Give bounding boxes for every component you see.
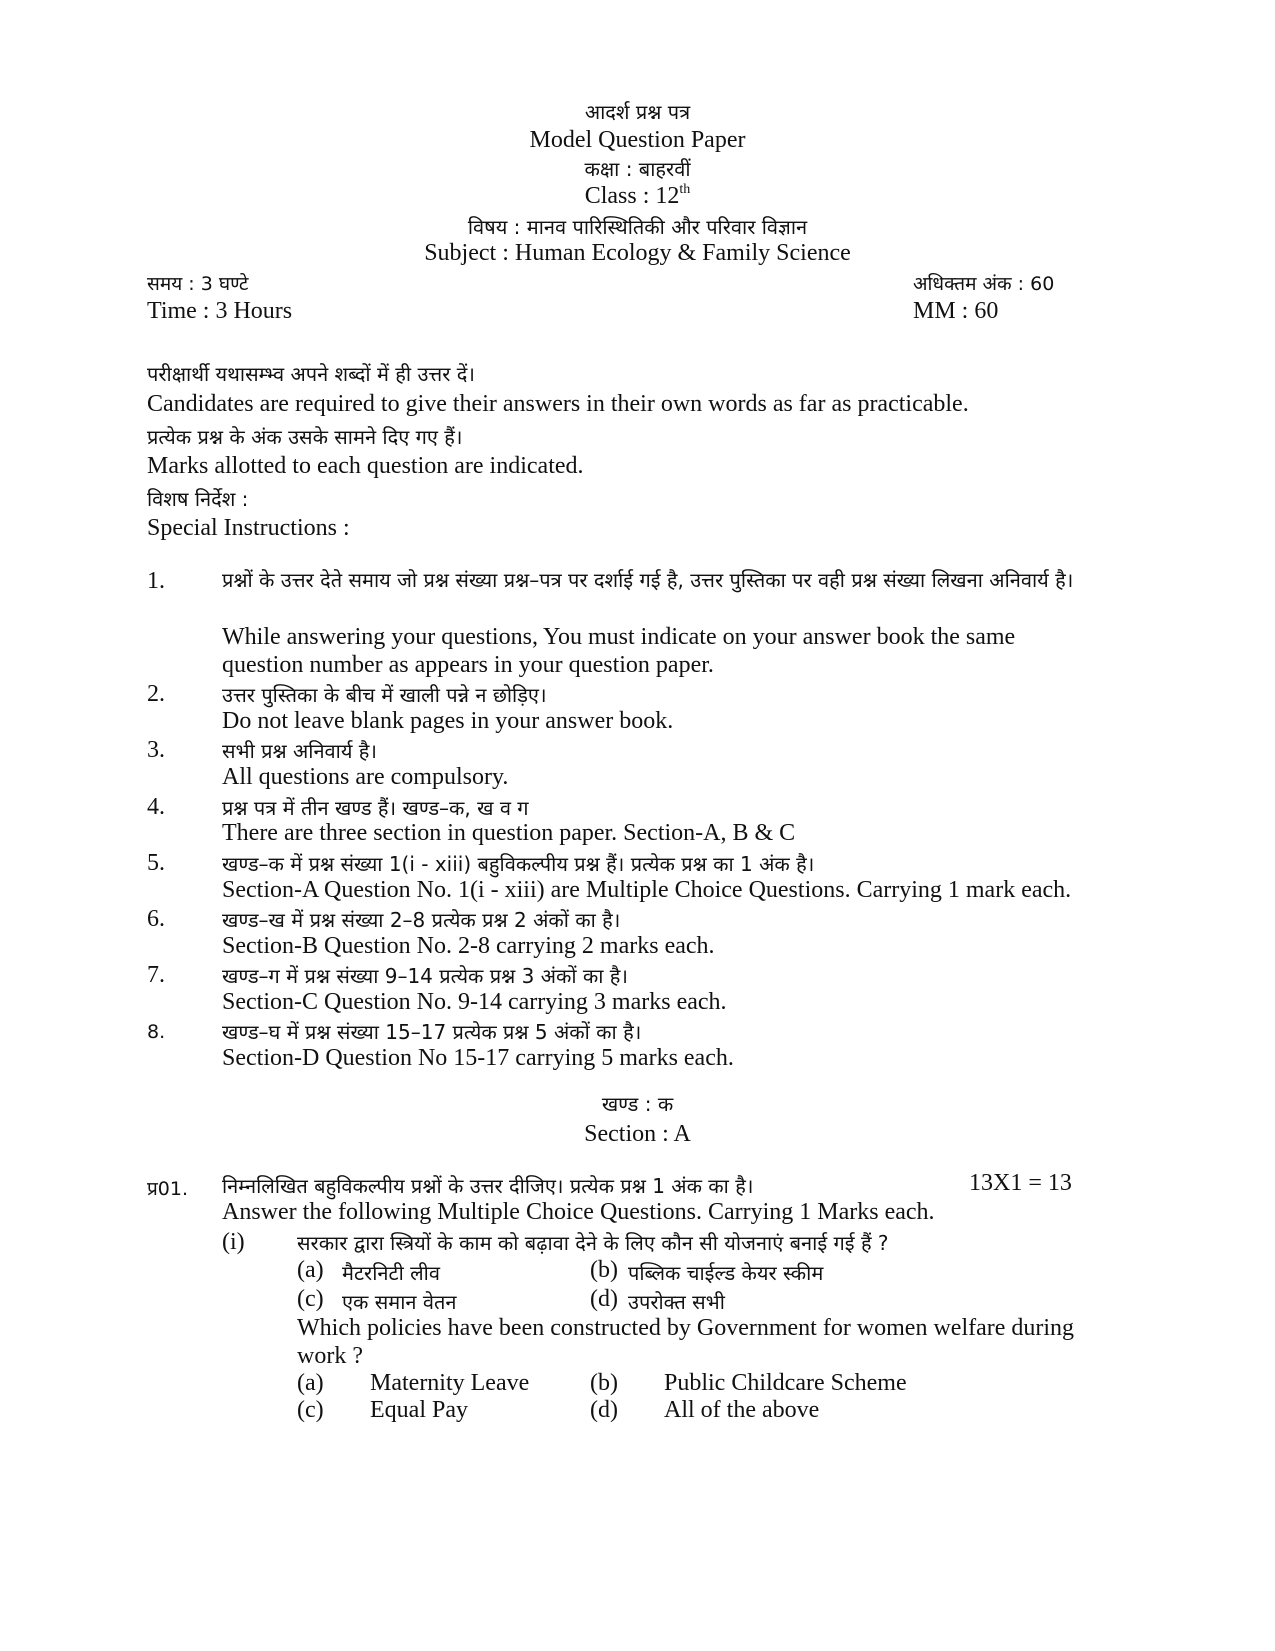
instruction-hindi: खण्ड–घ में प्रश्न संख्या 15–17 प्रत्येक प्रश्न 5 अंकों का है। [222, 1020, 642, 1044]
instruction-hindi: प्रश्नों के उत्तर देते समाय जो प्रश्न संख्या प्रश्न–पत्र पर दर्शाई गई है, उत्तर पुस्तिका पर वही प्रश्न संख्या लिखना अनिवार्य है। [222, 568, 1074, 592]
special-instructions-hindi: विशष निर्देश : [147, 487, 249, 511]
option-text-english: Equal Pay [370, 1397, 468, 1423]
instruction-english: Do not leave blank pages in your answer book. [222, 708, 674, 734]
general-line1-english: Candidates are required to give their answers in their own words as far as practicable. [147, 391, 969, 417]
instruction-english: Section-D Question No 15-17 carrying 5 marks each. [222, 1045, 734, 1071]
instruction-number: 2. [147, 681, 165, 707]
special-instructions-english: Special Instructions : [147, 515, 350, 541]
instruction-english: Section-B Question No. 2-8 carrying 2 marks each. [222, 933, 715, 959]
option-text-english: All of the above [664, 1397, 820, 1423]
general-line2-hindi: प्रत्येक प्रश्न के अंक उसके सामने दिए गए हैं। [147, 425, 463, 449]
instruction-number: 3. [147, 737, 165, 763]
instruction-english: While answering your questions, You must indicate on your answer book the same question number as appears in your question paper. [222, 624, 1016, 678]
option-text-hindi: पब्लिक चाईल्ड केयर स्कीम [628, 1261, 824, 1285]
instruction-hindi: प्रश्न पत्र में तीन खण्ड हैं। खण्ड–क, ख व ग [222, 796, 529, 820]
max-marks-hindi: अधिक्तम अंक : 60 [913, 273, 1055, 295]
option-key: (a) [297, 1257, 324, 1283]
general-line1-hindi: परीक्षार्थी यथासम्भ्व अपने शब्दों में ही उत्तर दें। [147, 362, 475, 386]
question-number: प्र01. [147, 1178, 189, 1200]
question-hindi: निम्नलिखित बहुविकल्पीय प्रश्नों के उत्तर दीजिए। प्रत्येक प्रश्न 1 अंक का है। [222, 1174, 754, 1198]
instruction-number: 1. [147, 568, 165, 594]
option-key: (c) [297, 1286, 324, 1312]
instruction-number: 7. [147, 962, 165, 988]
time-hindi: समय : 3 घण्टे [147, 273, 249, 295]
option-key: (c) [297, 1397, 324, 1423]
option-key: (a) [297, 1370, 324, 1396]
option-text-hindi: उपरोक्त सभी [628, 1290, 725, 1314]
instruction-english: All questions are compulsory. [222, 764, 509, 790]
instruction-number: 8. [147, 1021, 166, 1043]
title-hindi: आदर्श प्रश्न पत्र [584, 100, 691, 124]
question-english: Answer the following Multiple Choice Questions. Carrying 1 Marks each. [222, 1199, 935, 1225]
question-marks: 13X1 = 13 [969, 1170, 1072, 1196]
instruction-hindi: उत्तर पुस्तिका के बीच में खाली पन्ने न छोड़िए। [222, 683, 547, 707]
max-marks-english: MM : 60 [913, 298, 999, 324]
instruction-number: 4. [147, 794, 165, 820]
section-title-hindi: खण्ड : क [601, 1092, 674, 1116]
sub-question-hindi: सरकार द्वारा स्त्रियों के काम को बढ़ावा देने के लिए कौन सी योजनाएं बनाई गई हैं ? [297, 1231, 889, 1255]
instruction-number: 6. [147, 906, 165, 932]
instruction-english: There are three section in question paper. Section-A, B & C [222, 820, 796, 846]
instruction-hindi: सभी प्रश्न अनिवार्य है। [222, 739, 378, 763]
section-title-english: Section : A [584, 1121, 691, 1147]
instruction-hindi: खण्ड–ख में प्रश्न संख्या 2–8 प्रत्येक प्रश्न 2 अंकों का है। [222, 908, 621, 932]
class-hindi: कक्षा : बाहरवीं [584, 157, 691, 181]
option-text-english: Maternity Leave [370, 1370, 530, 1396]
class-english-sup: th [679, 182, 691, 197]
instruction-english: Section-A Question No. 1(i - xiii) are Multiple Choice Questions. Carrying 1 mark each. [222, 877, 1072, 903]
title-english: Model Question Paper [529, 127, 746, 153]
instruction-english: Section-C Question No. 9-14 carrying 3 marks each. [222, 989, 727, 1015]
subject-hindi: विषय : मानव पारिस्थितिकी और परिवार विज्ञान [467, 215, 808, 239]
option-text-hindi: एक समान वेतन [342, 1290, 457, 1314]
option-key: (d) [590, 1286, 618, 1312]
option-text-english: Public Childcare Scheme [664, 1370, 907, 1396]
option-key: (b) [590, 1257, 618, 1283]
option-key: (b) [590, 1370, 618, 1396]
sub-question-number: (i) [222, 1229, 245, 1255]
class-english [0, 183, 1275, 210]
option-key: (d) [590, 1397, 618, 1423]
instruction-hindi: खण्ड–ग में प्रश्न संख्या 9–14 प्रत्येक प्रश्न 3 अंकों का है। [222, 964, 628, 988]
subject-english: Subject : Human Ecology & Family Science [424, 240, 851, 266]
time-english: Time : 3 Hours [147, 298, 293, 324]
option-text-hindi: मैटरनिटी लीव [342, 1261, 440, 1285]
instruction-hindi: खण्ड–क में प्रश्न संख्या 1(i - xiii) बहुविकल्पीय प्रश्न हैं। प्रत्येक प्रश्न का 1 अंक है। [222, 852, 815, 876]
general-line2-english: Marks allotted to each question are indicated. [147, 453, 584, 479]
sub-question-english: Which policies have been constructed by Government for women welfare during work ? [297, 1315, 1075, 1369]
instruction-number: 5. [147, 850, 165, 876]
class-english-text: Class : 12 [584, 183, 680, 209]
